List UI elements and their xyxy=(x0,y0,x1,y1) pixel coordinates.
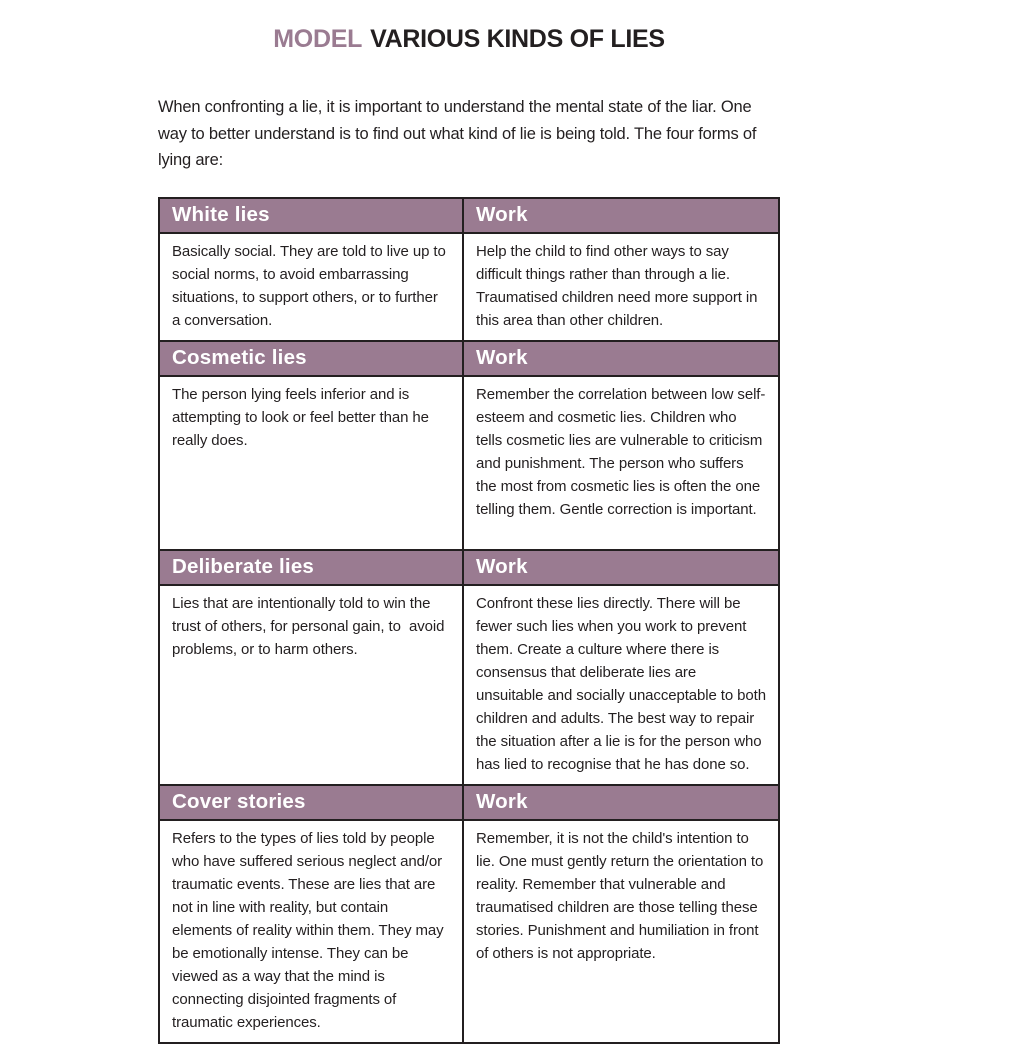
work-cell-deliberate-lies: Confront these lies directly. There will be fewer such lies when you work to prevent them. Create a culture where there is consensus that deliberate lies are unsuitable and socially unacceptable to both children and adults. The best way to repair the situation after a lie is for the person who has lied to recognise that he has done so. xyxy=(463,585,779,785)
page-title-rest: VARIOUS KINDS OF LIES xyxy=(370,25,665,53)
header-row-cover-stories xyxy=(159,785,779,820)
work-header-white-lies: Work xyxy=(463,198,779,233)
lies-table xyxy=(158,197,780,1044)
category-header-cosmetic-lies: Cosmetic lies xyxy=(159,341,463,376)
body-row-deliberate-lies xyxy=(159,585,779,785)
description-cell-deliberate-lies: Lies that are intentionally told to win the trust of others, for personal gain, to avoid problems, or to harm others. xyxy=(159,585,463,785)
category-header-white-lies: White lies xyxy=(159,198,463,233)
body-row-white-lies xyxy=(159,233,779,341)
description-cell-white-lies: Basically social. They are told to live up to social norms, to avoid embarrassing situations, to support others, or to further a conversation. xyxy=(159,233,463,341)
work-header-cosmetic-lies: Work xyxy=(463,341,779,376)
work-header-cover-stories: Work xyxy=(463,785,779,820)
body-row-cosmetic-lies xyxy=(159,376,779,550)
work-cell-cover-stories: Remember, it is not the child's intention to lie. One must gently return the orientation to reality. Remember that vulnerable and traumatised children are those telling these stories. Punishment and humiliation in front of others is not appropriate. xyxy=(463,820,779,1043)
category-header-cover-stories: Cover stories xyxy=(159,785,463,820)
header-row-cosmetic-lies xyxy=(159,341,779,376)
category-header-deliberate-lies: Deliberate lies xyxy=(159,550,463,585)
work-header-deliberate-lies: Work xyxy=(463,550,779,585)
description-cell-cover-stories: Refers to the types of lies told by people who have suffered serious neglect and/or traumatic events. These are lies that are not in line with reality, but contain elements of reality within them. They may be emotionally intense. They can be viewed as a way that the mind is connecting disjointed fragments of traumatic experiences. xyxy=(159,820,463,1043)
page-title-highlight: MODEL xyxy=(273,25,363,53)
header-row-deliberate-lies xyxy=(159,550,779,585)
body-row-cover-stories xyxy=(159,820,779,1043)
header-row-white-lies xyxy=(159,198,779,233)
intro-paragraph: When confronting a lie, it is important to understand the mental state of the liar. One way to better understand is to find out what kind of lie is being told. The four forms of lying are: xyxy=(158,98,757,169)
page-content xyxy=(158,0,780,1044)
page-title xyxy=(158,25,780,53)
work-cell-cosmetic-lies: Remember the correlation between low self-esteem and cosmetic lies. Children who tells cosmetic lies are vulnerable to criticism and punishment. The person who suffers the most from cosmetic lies is often the one telling them. Gentle correction is important. xyxy=(463,376,779,550)
description-cell-cosmetic-lies: The person lying feels inferior and is attempting to look or feel better than he really does. xyxy=(159,376,463,550)
work-cell-white-lies: Help the child to find other ways to say difficult things rather than through a lie. Traumatised children need more support in this area than other children. xyxy=(463,233,779,341)
